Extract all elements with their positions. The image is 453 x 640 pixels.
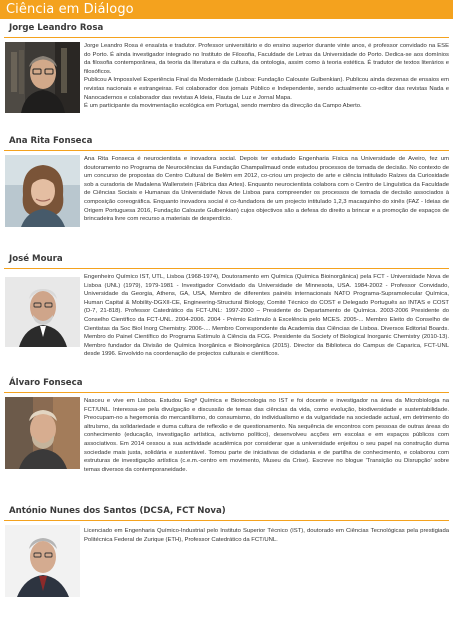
person-bio [84,397,449,474]
person-name: José Moura [4,250,449,269]
person-bio [84,42,449,111]
bio-paragraph: Nasceu e vive em Lisboa. Estudou Engª Química e Biotecnologia no IST e foi docente e investigador na área da Microbiologia na FCT/UNL. Interessa-se pela divulgação e discussão de temas das ciências da vida, como evolução, biodiversidade e sustentabilidade. Preocupam-no a hegemonia do mercantilismo, do consumismo, do individualismo e da vulgaridade na sociedade actual, em detrimento do altruísmo, da solidariedade e duma cultura de reflexão e de questionamento. Na sequência de encontros com pessoas de outras áreas do conhecimento (educação, investigação artística, activismo político), desenvolveu acções em escolas e em espaços públicos com associativos. Em 2014 cessou a sua actividade académica por considerar que a universidade enjeitou o seu papel na construção duma sociedade mais justa, solidária e sustentável. Tomou parte de iniciativas de cidadania e de partilha de conhecimento, e colaborou com estruturas de investigação artística (c.e.m.-centro em movimento, Museu da Crise). Escreve no blogue 'Transição ou Disrupção' sobre temas diversos da contemporaneidade. [84,398,449,473]
person-bio [84,273,449,359]
page-title: Ciência em Diálogo [0,0,453,19]
person-section [0,19,453,132]
bio-paragraph: É um participante da movimentação ecológica em Portugal, sendo membro da direcção da Campo Aberto. [84,103,362,110]
bio-paragraph: Jorge Leandro Rosa é ensaísta e tradutor. Professor universitário e do ensino superior durante vinte anos, é professor convidado na ESE do Porto. É ainda investigador integrado no Instituto de Filosofia, Faculdade de Letras da Universidade do Porto. Dedica-se aos domínios da filosofia contemporânea, da teoria da literatura e da cultura, da ontologia, assim como à teoria estética. É tradutor de textos literários e filosóficos. [84,43,449,75]
portrait-photo [5,42,80,113]
person-name: António Nunes dos Santos (DCSA, FCT Nova) [4,502,449,521]
bio-paragraph: Engenheiro Químico IST, UTL, Lisboa (1968-1974), Doutoramento em Química (Química Bioinorgânica) pela FCT - Universidade Nova de Lisboa (UNL) (1979), 1979-1981 - Investigador Convidado da Universidade de Minnesota, USA. 1984-2002 - Professor Convidado, Universidade da Georgia, Athens, GA, USA, Membro de diferentes painéis internacionais NATO Programa-Supramolecular Química, Human Capital & Mobility-DGXII-CE, Engineering-Structural Biology, Comité Técnico do COST e Delegado Português ao INTAS e COST (D-7, 21-818). Professor Catedrático da FCT-UNL: 1997-2000 – Presidente do Departamento de Química. 2003-2006 Presidente do Conselho Científico da FCT-UNL. 2004-2006. 2004 - Prémio Estímulo à Excelência pelo MCES. 2005-... Membro Eleito do Conselho de Cientistas da Soc Biol Inorg Chemistry. 2006-.... Membro Correspondente da Academia das Ciências de Lisboa. Diversos Editorial Boards. Membro do Painel Científico do Programa Estímulo à Ciência da FCG. Presidente da Society of Biological Inorganic Chemistry (2010-13). Membro fundador da Divisão de Química Inorgânica e Bioinorgânica (2015). Director da Biblioteca do Campus de Caparica, FCT-UNL desde 1996. Envolvido na coordenação de projectos culturais e científicos. [84,274,449,358]
person-bio [84,527,449,544]
portrait-photo [5,397,80,469]
person-section [0,502,453,640]
bio-paragraph: Ana Rita Fonseca é neurocientista e inovadora social. Depois ter estudado Engenharia Física na Universidade de Aveiro, fez um doutoramento no Programa de Neurociências da Fundação Champalimaud onde estudou processos de tomada de decisão. No contexto de um concurso de propostas do Centro Cultural de Belém em 2012, co-criou um projecto de arte e ciência intitulado Raízes da Curiosidade sob a curadoria de Madalena Wallenstein (Fábrica das Artes). Enquanto neurocientista colabora com o Centro de Linguística da Faculdade de Ciências Sociais e Humanas da Universidade Nova de Lisboa para compreender os processos de tomada de decisão associados à composição coreográfica. Enquanto inovadora social é co-fundadora de um projecto intitulado 1,2,3 macaquinho do xinês (FAZ - Ideias de Origem Portuguesa 2016, Fundação Calouste Gulbenkian) cujos objectivos são a defesa do direito a brincar e a promoção de espaços de brincadeira livre com recurso a materiais de desperdício. [84,156,449,223]
person-name: Álvaro Fonseca [4,374,449,393]
person-section [0,250,453,374]
person-bio [84,155,449,224]
bio-paragraph: Licenciado em Engenharia Químico-Industrial pelo Instituto Superior Técnico (IST), doutorado em Ciências Tecnológicas pela prestigiada Politécnica Federal de Zurique (ETH), Professor Catedrático da FCT/UNL. [84,528,449,543]
portrait-photo [5,277,80,347]
person-section [0,132,453,250]
portrait-photo [5,155,80,227]
person-section [0,374,453,502]
bio-paragraph: Publicou A Impossível Experiência Final da Modernidade (Lisboa: Fundação Calouste Gulbenkian). Publicou ainda dezenas de ensaios em revistas nacionais e estrangeiras. Foi colaborador dos jornais Público e Independente, sendo actualmente co-editor das revistas Nada e Nanocadernos e colaborador das revistas A Ideia, Flauta de Luz e Jornal Mapa. [84,77,449,101]
portrait-photo [5,525,80,597]
person-name: Ana Rita Fonseca [4,132,449,151]
person-name: Jorge Leandro Rosa [4,19,449,38]
